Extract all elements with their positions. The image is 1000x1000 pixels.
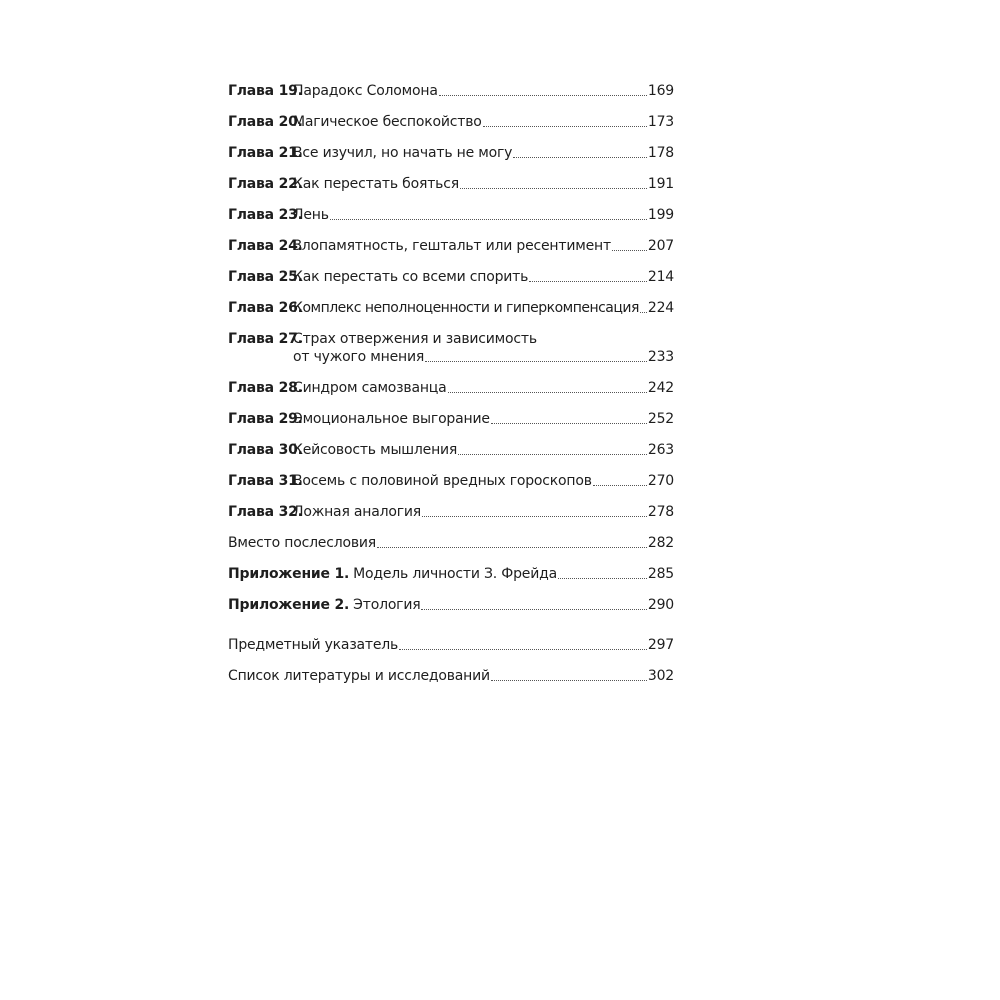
chapter-label: Глава 30.	[228, 442, 303, 458]
dot-leader	[529, 280, 647, 282]
dot-leader	[513, 156, 647, 158]
toc-entry-appendix-2[interactable]	[228, 596, 674, 614]
dot-leader	[483, 125, 647, 127]
chapter-title: Лень	[293, 207, 329, 223]
toc-entry-chapter-25[interactable]	[228, 268, 674, 286]
dot-leader	[421, 608, 646, 610]
toc-entry-chapter-21[interactable]	[228, 144, 674, 162]
page-number: 302	[647, 668, 674, 684]
chapter-label: Глава 19.	[228, 83, 303, 99]
chapter-title: Злопамятность, гештальт или ресентимент	[293, 238, 611, 254]
dot-leader	[593, 484, 647, 486]
dot-leader	[399, 648, 647, 650]
dot-leader	[458, 453, 647, 455]
dot-leader	[377, 546, 647, 548]
page-number: 214	[647, 269, 674, 285]
bibliography-title: Список литературы и исследований	[228, 668, 490, 684]
page-number: 252	[647, 411, 674, 427]
chapter-label: Глава 20.	[228, 114, 303, 130]
appendix-title: Этология	[353, 597, 421, 613]
chapter-title: Как перестать со всеми спорить	[293, 269, 529, 285]
dot-leader	[640, 311, 647, 313]
chapter-title: Парадокс Соломона	[293, 83, 438, 99]
toc-entry-chapter-20[interactable]	[228, 113, 674, 131]
page-number: 191	[647, 176, 674, 192]
table-of-contents	[228, 82, 674, 698]
page-number: 278	[647, 504, 674, 520]
chapter-title-line1: Страх отвержения и зависимость	[293, 331, 537, 347]
appendix-label: Приложение 2.	[228, 597, 350, 613]
page-number: 173	[647, 114, 674, 130]
toc-entry-chapter-26[interactable]	[228, 299, 674, 317]
dot-leader	[491, 422, 647, 424]
chapter-label: Глава 24.	[228, 238, 303, 254]
dot-leader	[448, 391, 647, 393]
page-number: 270	[647, 473, 674, 489]
chapter-title: Все изучил, но начать не могу	[293, 145, 513, 161]
toc-entry-appendix-1[interactable]	[228, 565, 674, 583]
toc-entry-chapter-24[interactable]	[228, 237, 674, 255]
toc-entry-bibliography[interactable]	[228, 667, 674, 685]
chapter-title: Как перестать бояться	[293, 176, 459, 192]
dot-leader	[425, 360, 647, 362]
dot-leader	[439, 94, 647, 96]
page-number: 224	[647, 300, 674, 316]
chapter-label: Глава 23.	[228, 207, 303, 223]
chapter-label: Глава 29.	[228, 411, 303, 427]
afterword-title: Вместо послесловия	[228, 535, 377, 551]
page-number: 290	[647, 597, 674, 613]
toc-entry-chapter-29[interactable]	[228, 410, 674, 428]
toc-entry-chapter-31[interactable]	[228, 472, 674, 490]
chapter-label: Глава 31.	[228, 473, 303, 489]
chapter-title: Ложная аналогия	[293, 504, 422, 520]
chapter-title: Восемь с половиной вредных гороскопов	[293, 473, 592, 489]
index-title: Предметный указатель	[228, 637, 399, 653]
page-number: 199	[647, 207, 674, 223]
toc-entry-afterword[interactable]	[228, 534, 674, 552]
chapter-label: Глава 22.	[228, 176, 303, 192]
chapter-label: Глава 25.	[228, 269, 303, 285]
toc-entry-chapter-28[interactable]	[228, 379, 674, 397]
page-number: 263	[647, 442, 674, 458]
dot-leader	[422, 515, 647, 517]
chapter-title: Кейсовость мышления	[293, 442, 458, 458]
chapter-label: Глава 28.	[228, 380, 303, 396]
chapter-label: Глава 32.	[228, 504, 303, 520]
dot-leader	[460, 187, 647, 189]
page-number: 282	[647, 535, 674, 551]
page-number: 242	[647, 380, 674, 396]
dot-leader	[330, 218, 647, 220]
toc-entry-chapter-27[interactable]	[228, 330, 674, 366]
chapter-label: Глава 26.	[228, 300, 303, 316]
toc-entry-chapter-19[interactable]	[228, 82, 674, 100]
toc-entry-chapter-32[interactable]	[228, 503, 674, 521]
chapter-title: Магическое беспокойство	[293, 114, 482, 130]
page-number: 169	[647, 83, 674, 99]
chapter-title: Синдром самозванца	[293, 380, 447, 396]
page-number: 297	[647, 637, 674, 653]
dot-leader	[491, 679, 647, 681]
chapter-title: Комплекс неполноценности и гиперкомпенсация	[293, 300, 639, 316]
dot-leader	[612, 249, 647, 251]
chapter-label: Глава 21.	[228, 145, 303, 161]
page-number: 233	[647, 349, 674, 365]
appendix-label: Приложение 1.	[228, 566, 350, 582]
page-number: 285	[647, 566, 674, 582]
appendix-title: Модель личности З. Фрейда	[353, 566, 557, 582]
toc-entry-chapter-23[interactable]	[228, 206, 674, 224]
toc-entry-index[interactable]	[228, 636, 674, 654]
toc-entry-chapter-22[interactable]	[228, 175, 674, 193]
toc-entry-chapter-30[interactable]	[228, 441, 674, 459]
page-number: 178	[647, 145, 674, 161]
chapter-label: Глава 27.	[228, 331, 303, 347]
chapter-title-line2: от чужого мнения	[293, 349, 425, 365]
page-number: 207	[647, 238, 674, 254]
chapter-title: Эмоциональное выгорание	[293, 411, 490, 427]
dot-leader	[558, 577, 647, 579]
